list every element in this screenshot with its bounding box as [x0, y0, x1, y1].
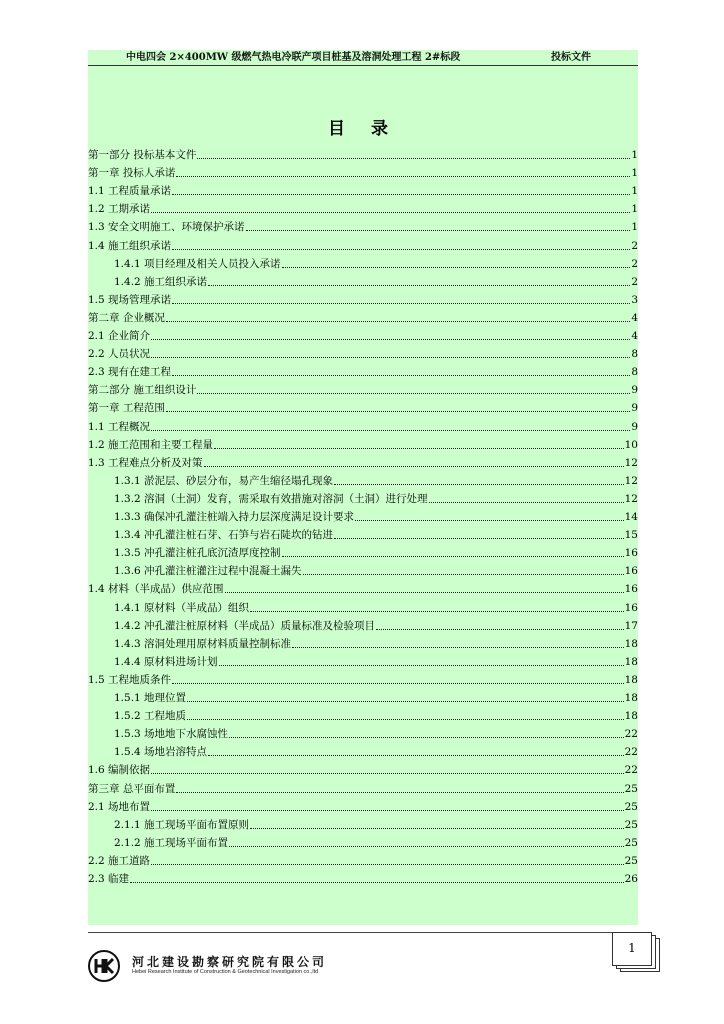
toc-dot-leader	[166, 320, 630, 322]
toc-entry[interactable]	[88, 542, 638, 560]
toc-dot-leader	[151, 809, 624, 811]
toc-entry[interactable]	[88, 560, 638, 578]
toc-entry[interactable]	[88, 235, 638, 253]
toc-entry-page: 12	[624, 492, 638, 505]
toc-entry-title: 2.1.2 施工现场平面布置	[114, 836, 229, 849]
toc-entry-title: 1.5 工程地质条件	[88, 673, 172, 686]
toc-entry[interactable]	[88, 488, 638, 506]
toc-entry-title: 第三章 总平面布置	[88, 782, 176, 795]
toc-dot-leader	[172, 193, 630, 195]
toc-dot-leader	[204, 465, 624, 467]
toc-entry[interactable]	[88, 850, 638, 868]
toc-entry[interactable]	[88, 578, 638, 596]
toc-dot-leader	[187, 718, 624, 720]
toc-entry-page: 1	[631, 149, 638, 161]
toc-entry-title: 1.4 施工组织承诺	[88, 239, 172, 252]
toc-entry[interactable]	[88, 723, 638, 741]
toc-entry-page: 22	[624, 728, 638, 741]
toc-entry-title: 1.5.4 场地岩溶特点	[114, 746, 208, 759]
toc-entry[interactable]	[88, 325, 638, 343]
toc-entry[interactable]	[88, 796, 638, 814]
toc-entry-title: 1.5.1 地理位置	[114, 692, 187, 704]
toc-entry-title: 第一部分 投标基本文件	[88, 149, 197, 161]
toc-entry-page: 4	[631, 330, 638, 342]
toc-entry[interactable]	[88, 470, 638, 488]
toc-dot-leader	[376, 628, 624, 630]
toc-entry[interactable]	[88, 289, 638, 307]
toc-entry-title: 2.1 场地布置	[88, 800, 151, 813]
toc-entry[interactable]	[88, 778, 638, 796]
toc-entry-title: 1.4.3 溶洞处理用原材料质量控制标准	[114, 637, 292, 650]
toc-entry[interactable]	[88, 452, 638, 470]
toc-entry-title: 1.4.2 冲孔灌注桩原材料（半成品）质量标准及检验项目	[114, 619, 376, 632]
toc-entry-page: 3	[631, 293, 638, 306]
toc-entry-page: 26	[624, 873, 638, 885]
header-project-title: 中电四会 2×400MW 级燃气热电冷联产项目桩基及溶洞处理工程 2#标段	[126, 52, 461, 63]
toc-entry[interactable]	[88, 198, 638, 216]
toc-dot-leader	[429, 501, 624, 503]
toc-title: 目 录	[328, 119, 398, 139]
toc-entry[interactable]	[88, 361, 638, 379]
toc-dot-leader	[197, 157, 630, 159]
toc-entry[interactable]	[88, 216, 638, 234]
toc-entry-page: 18	[624, 637, 638, 650]
toc-entry-page: 16	[624, 583, 638, 596]
toc-entry-title: 1.6 编制依据	[88, 764, 151, 777]
toc-dot-leader	[334, 483, 624, 485]
toc-entry[interactable]	[88, 162, 638, 180]
toc-entry-page: 12	[624, 456, 638, 469]
toc-dot-leader	[219, 664, 624, 666]
toc-entry[interactable]	[88, 814, 638, 832]
toc-dot-leader	[151, 772, 624, 774]
toc-entry-title: 第一章 投标人承诺	[88, 167, 176, 180]
toc-entry-title: 2.2 施工道路	[88, 854, 151, 867]
toc-entry-page: 9	[631, 402, 638, 415]
toc-entry-title: 第二章 企业概况	[88, 311, 165, 324]
toc-dot-leader	[250, 827, 624, 829]
toc-entry-page: 14	[624, 511, 638, 523]
toc-dot-leader	[282, 266, 631, 268]
toc-entry-title: 2.3 临建	[88, 873, 130, 885]
toc-entry[interactable]	[88, 669, 638, 687]
toc-dot-leader	[334, 537, 624, 539]
toc-entry-page: 17	[624, 619, 638, 632]
toc-entry[interactable]	[88, 615, 638, 633]
toc-dot-leader	[172, 248, 630, 250]
toc-entry[interactable]	[88, 144, 638, 162]
toc-dot-leader	[166, 410, 630, 412]
toc-entry-title: 1.4.4 原材料进场计划	[114, 655, 218, 668]
toc-entry-page: 2	[631, 275, 638, 288]
toc-entry-title: 1.3.6 冲孔灌注桩灌注过程中混凝土漏失	[114, 565, 302, 578]
toc-entry-page: 25	[624, 854, 638, 867]
toc-entry-title: 1.3.3 确保冲孔灌注桩端入持力层深度满足设计要求	[114, 511, 355, 523]
toc-dot-leader	[282, 555, 624, 557]
toc-entry-title: 1.2 工期承诺	[88, 203, 151, 216]
toc-entry[interactable]	[88, 597, 638, 615]
toc-entry-page: 4	[631, 311, 638, 324]
toc-entry-page: 18	[624, 673, 638, 686]
toc-entry-page: 1	[631, 221, 638, 234]
toc-entry-title: 第一章 工程范围	[88, 402, 165, 415]
toc-dot-leader	[176, 791, 623, 793]
toc-entry-title: 1.3.5 冲孔灌注桩孔底沉渣厚度控制	[114, 547, 281, 560]
toc-entry-title: 1.1 工程质量承诺	[88, 185, 172, 198]
toc-dot-leader	[250, 610, 624, 612]
toc-entry-title: 1.2 施工范围和主要工程量	[88, 438, 214, 451]
toc-entry-page: 18	[624, 710, 638, 723]
toc-entry-page: 12	[624, 474, 638, 487]
toc-entry-title: 1.3 安全文明施工、环境保护承诺	[88, 221, 245, 234]
toc-entry[interactable]	[88, 506, 638, 524]
toc-entry-page: 2	[631, 257, 638, 270]
toc-entry-title: 1.4.2 施工组织承诺	[114, 275, 208, 288]
toc-entry-page: 16	[624, 547, 638, 560]
header-doc-type: 投标文件	[551, 52, 591, 63]
toc-dot-leader	[197, 392, 630, 394]
toc-entry[interactable]	[88, 416, 638, 434]
page-header	[88, 50, 638, 66]
toc-entry[interactable]	[88, 271, 638, 289]
toc-entry[interactable]	[88, 524, 638, 542]
toc-dot-leader	[292, 646, 624, 648]
toc-entry-title: 2.2 人员状况	[88, 348, 151, 361]
toc-dot-leader	[225, 591, 624, 593]
toc-dot-leader	[151, 211, 630, 213]
toc-entry-page: 2	[631, 239, 638, 252]
toc-entry[interactable]	[88, 687, 638, 705]
toc-dot-leader	[229, 845, 624, 847]
toc-entry-page: 25	[624, 800, 638, 813]
toc-entry-page: 1	[631, 167, 638, 180]
toc-entry-page: 8	[631, 348, 638, 361]
toc-entry-title: 1.4 材料（半成品）供应范围	[88, 583, 224, 596]
toc-entry[interactable]	[88, 397, 638, 415]
toc-entry[interactable]	[88, 180, 638, 198]
toc-entry-title: 1.4.1 原材料（半成品）组织	[114, 601, 250, 614]
toc-entry-title: 1.3.1 淤泥层、砂层分布，易产生缩径塌孔现象	[114, 474, 334, 487]
toc-entry-page: 9	[631, 420, 638, 433]
toc-entry-title: 2.3 现有在建工程	[88, 366, 172, 379]
footer-divider	[88, 932, 638, 933]
page-number: 1	[628, 941, 636, 955]
toc-entry-page: 22	[624, 746, 638, 759]
toc-entry-page: 16	[624, 565, 638, 578]
toc-entry[interactable]	[88, 253, 638, 271]
toc-entry[interactable]	[88, 379, 638, 397]
toc-entry[interactable]	[88, 434, 638, 452]
toc-entry-page: 10	[624, 438, 638, 451]
toc-dot-leader	[303, 573, 624, 575]
toc-dot-leader	[130, 881, 624, 883]
toc-entry[interactable]	[88, 307, 638, 325]
toc-entry-page: 18	[624, 655, 638, 668]
toc-entry[interactable]	[88, 759, 638, 777]
toc-entry-title: 1.5 现场管理承诺	[88, 293, 172, 306]
toc-entry-page: 1	[631, 185, 638, 198]
toc-entry-title: 第二部分 施工组织设计	[88, 384, 197, 397]
toc-entry-title: 1.5.3 场地地下水腐蚀性	[114, 728, 229, 741]
hk-logo-icon	[88, 950, 120, 982]
toc-dot-leader	[187, 700, 624, 702]
toc-entry-page: 1	[631, 203, 638, 216]
toc-dot-leader	[229, 736, 624, 738]
toc-entry-title: 1.3 工程难点分析及对策	[88, 456, 203, 469]
document-page	[88, 50, 638, 925]
toc-entry-page: 15	[624, 529, 638, 542]
toc-entry[interactable]	[88, 343, 638, 361]
toc-entry[interactable]	[88, 832, 638, 850]
toc-dot-leader	[151, 429, 630, 431]
toc-entry-title: 1.3.4 冲孔灌注桩石芽、石笋与岩石陡坎的钻进	[114, 529, 334, 542]
org-name-english: Hebei Research Institute of Construction & Geotechnical Investigation co.,ltd	[132, 969, 319, 975]
toc-entry[interactable]	[88, 651, 638, 669]
toc-entry-page: 22	[624, 764, 638, 777]
toc-entry[interactable]	[88, 741, 638, 759]
toc-entry-page: 18	[624, 692, 638, 704]
toc-entry-title: 2.1 企业简介	[88, 330, 151, 342]
toc-entry-title: 1.3.2 溶洞（土洞）发育，需采取有效措施对溶洞（土洞）进行处理	[114, 492, 428, 505]
toc-dot-leader	[355, 519, 624, 521]
toc-dot-leader	[176, 175, 630, 177]
toc-entry-title: 1.5.2 工程地质	[114, 710, 187, 723]
toc-dot-leader	[208, 284, 630, 286]
toc-dot-leader	[214, 447, 624, 449]
page-number-badge	[612, 932, 660, 972]
org-name-chinese: 河北建设勘察研究院有限公司	[132, 955, 328, 969]
toc-entry[interactable]	[88, 633, 638, 651]
toc-entry-page: 25	[624, 782, 638, 795]
toc-entry[interactable]	[88, 705, 638, 723]
toc-entry-page: 9	[631, 384, 638, 397]
toc-entry-page: 25	[624, 836, 638, 849]
toc-entry-page: 16	[624, 601, 638, 614]
toc-entry[interactable]	[88, 868, 638, 886]
toc-dot-leader	[246, 229, 631, 231]
toc-entry-page: 8	[631, 366, 638, 379]
toc-dot-leader	[151, 863, 624, 865]
toc-dot-leader	[172, 374, 630, 376]
toc-dot-leader	[151, 356, 630, 358]
toc-entry-title: 1.4.1 项目经理及相关人员投入承诺	[114, 257, 281, 270]
toc-dot-leader	[151, 338, 630, 340]
toc-dot-leader	[208, 754, 624, 756]
toc-dot-leader	[172, 302, 630, 304]
toc-entry-page: 25	[624, 818, 638, 831]
toc-entry-title: 1.1 工程概况	[88, 420, 151, 433]
toc-dot-leader	[172, 682, 624, 684]
toc-entry-title: 2.1.1 施工现场平面布置原则	[114, 818, 250, 831]
